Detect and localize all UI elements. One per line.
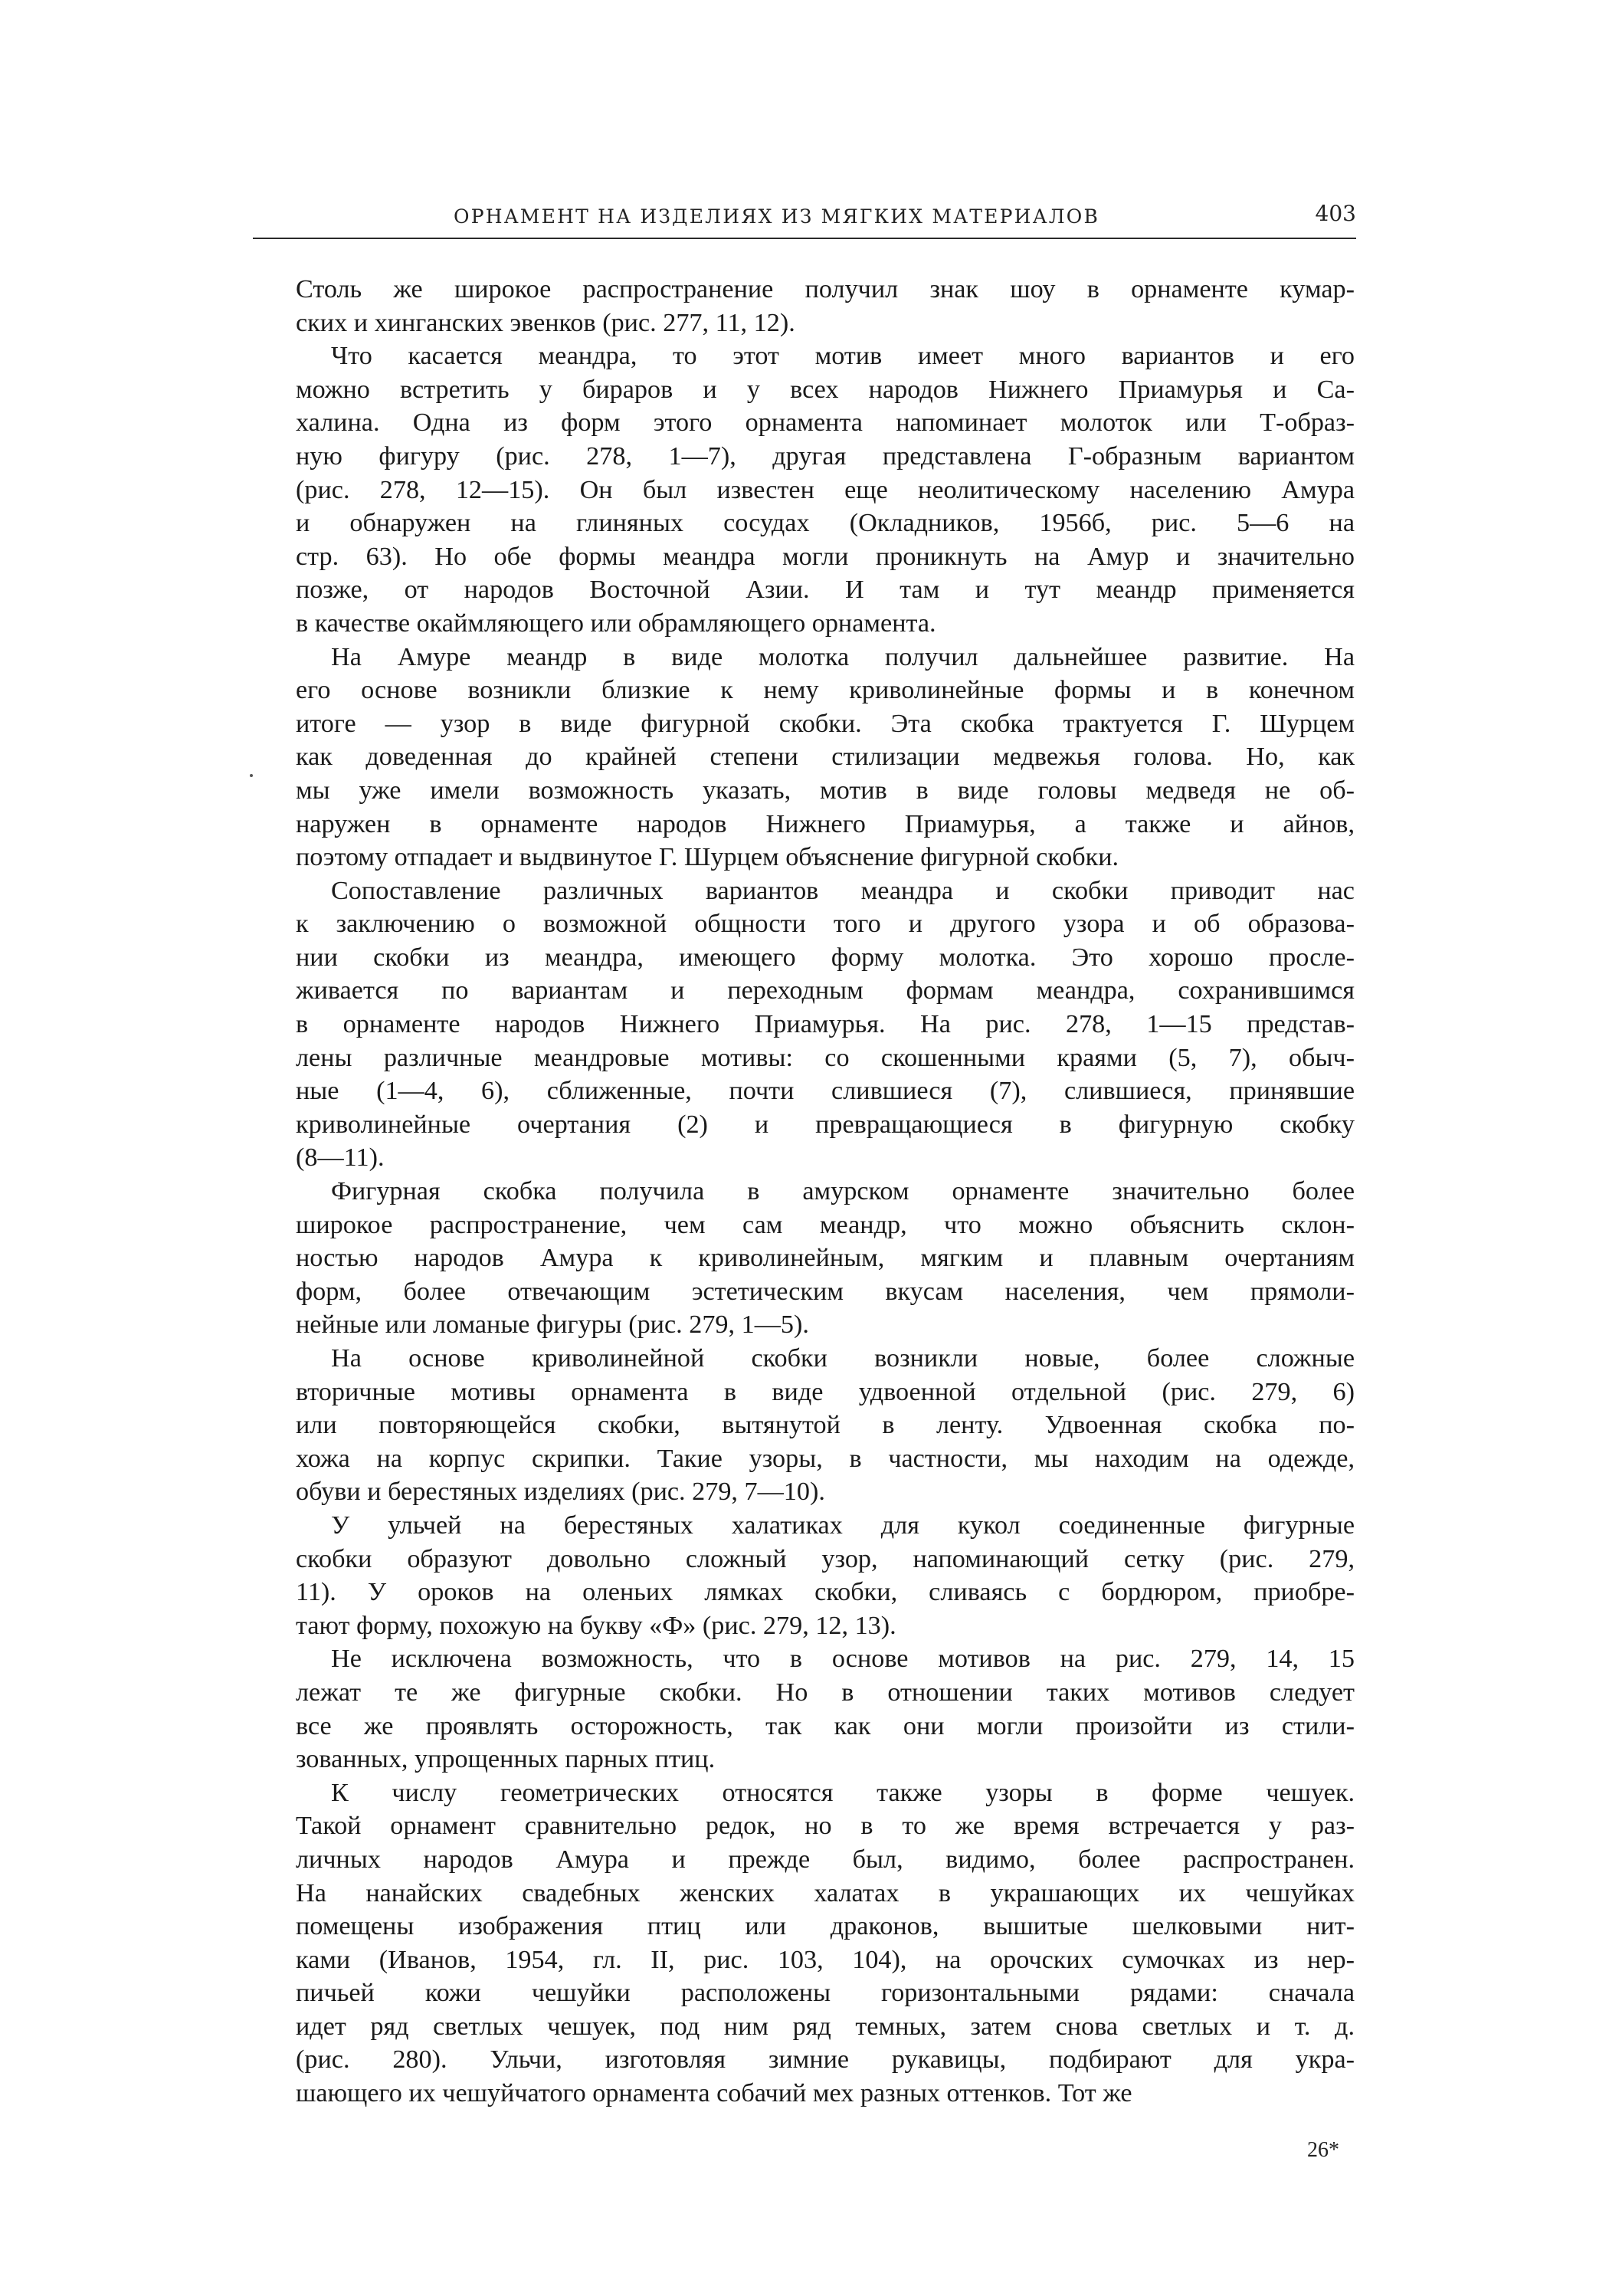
text-line: поэтому отпадает и выдвинутое Г. Шурцем объяснение фигурной скобки.	[296, 843, 1119, 872]
text-line: На нанайских свадебных женских халатах в украшающих их чешуйках	[296, 1878, 1355, 1907]
text-line: форм, более отвечающим эстетическим вкусам населения, чем прямоли-	[296, 1277, 1355, 1306]
paragraph	[296, 641, 1355, 874]
text-line: позже, от народов Восточной Азии. И там и тут меандр применяется	[296, 576, 1355, 605]
text-line: к заключению о возможной общности того и другого узора и об образова-	[296, 910, 1355, 939]
paragraph	[296, 339, 1355, 640]
text-line: ностью народов Амура к криволинейным, мягким и плавным очертаниям	[296, 1244, 1355, 1273]
text-line: наружен в орнаменте народов Нижнего Приамурья, а также и айнов,	[296, 809, 1355, 838]
text-line: лежат те же фигурные скобки. Но в отношении таких мотивов следует	[296, 1678, 1355, 1707]
text-line: итоге — узор в виде фигурной скобки. Эта скобка трактуется Г. Шурцем	[296, 709, 1355, 738]
text-line: халина. Одна из форм этого орнамента напоминает молоток или Т-образ-	[296, 408, 1355, 438]
text-line: или повторяющейся скобки, вытянутой в ленту. Удвоенная скобка по-	[296, 1411, 1355, 1440]
text-line: стр. 63). Но обе формы меандра могли проникнуть на Амур и значительно	[296, 542, 1355, 571]
text-line: Фигурная скобка получила в амурском орнаменте значительно более	[331, 1177, 1355, 1206]
text-line: нии скобки из меандра, имеющего форму молотка. Это хорошо просле-	[296, 943, 1355, 972]
text-line: как доведенная до крайней степени стилизации медвежья голова. Но, как	[296, 743, 1355, 772]
text-line: хожа на корпус скрипки. Такие узоры, в частности, мы находим на одежде,	[296, 1444, 1355, 1473]
text-line: Столь же широкое распространение получил знак шоу в орнаменте кумар-	[296, 275, 1355, 303]
paragraph	[296, 1642, 1355, 1776]
text-line: (8—11).	[296, 1143, 385, 1173]
text-line: Не исключена возможность, что в основе мотивов на рис. 279, 14, 15	[331, 1645, 1355, 1674]
paragraph	[296, 1776, 1355, 2111]
page-number: 403	[1315, 201, 1356, 226]
text-line: вторичные мотивы орнамента в виде удвоенной отдельной (рис. 279, 6)	[296, 1377, 1355, 1406]
running-head: ОРНАМЕНТ НА ИЗДЕЛИЯХ ИЗ МЯГКИХ МАТЕРИАЛОВ	[454, 205, 1100, 228]
text-line: Сопоставление различных вариантов меандра и скобки приводит нас	[331, 876, 1355, 905]
text-line: можно встретить у бираров и у всех народов Нижнего Приамурья и Са-	[296, 375, 1355, 404]
paragraph	[296, 1342, 1355, 1509]
text-line: идет ряд светлых чешуек, под ним ряд темных, затем снова светлых и т. д.	[296, 2012, 1355, 2041]
page-header	[253, 201, 1356, 241]
paragraph	[296, 874, 1355, 1175]
text-line: скобки образуют довольно сложный узор, напоминающий сетку (рис. 279,	[296, 1544, 1355, 1573]
text-line: криволинейные очертания (2) и превращающиеся в фигурную скобку	[296, 1110, 1355, 1139]
text-line: обуви и берестяных изделиях (рис. 279, 7—10).	[296, 1478, 825, 1507]
text-line: (рис. 278, 12—15). Он был известен еще неолитическому населению Амура	[296, 475, 1355, 504]
text-line: Такой орнамент сравнительно редок, но в то же время встречается у раз-	[296, 1812, 1355, 1841]
text-line: в орнаменте народов Нижнего Приамурья. На рис. 278, 1—15 представ-	[296, 1010, 1355, 1039]
header-rule	[253, 238, 1356, 239]
paragraph	[296, 1175, 1355, 1342]
body-text	[296, 273, 1355, 2111]
text-line: личных народов Амура и прежде был, видимо, более распространен.	[296, 1845, 1355, 1874]
text-line: ные (1—4, 6), сближенные, почти слившиеся (7), слившиеся, принявшие	[296, 1077, 1355, 1106]
text-line: нейные или ломаные фигуры (рис. 279, 1—5).	[296, 1310, 809, 1340]
text-line: помещены изображения птиц или драконов, вышитые шелковыми нит-	[296, 1912, 1355, 1941]
text-line: все же проявлять осторожность, так как они могли произойти из стили-	[296, 1711, 1355, 1740]
text-line: 11). У ороков на оленьих лямках скобки, сливаясь с бордюром, приобре-	[296, 1578, 1355, 1607]
paragraph	[296, 273, 1355, 339]
text-line: На основе криволинейной скобки возникли новые, более сложные	[331, 1344, 1355, 1373]
text-line: ками (Иванов, 1954, гл. II, рис. 103, 104), на орочских сумочках из нер-	[296, 1945, 1355, 1974]
text-line: и обнаружен на глиняных сосудах (Окладников, 1956б, рис. 5—6 на	[296, 509, 1355, 538]
text-line: тают форму, похожую на букву «Ф» (рис. 279, 12, 13).	[296, 1611, 896, 1640]
signature-mark: 26*	[1307, 2138, 1339, 2162]
text-line: зованных, упрощенных парных птиц.	[296, 1745, 716, 1774]
text-line: пичьей кожи чешуйки расположены горизонтальными рядами: сначала	[296, 1979, 1355, 2008]
text-line: На Амуре меандр в виде молотка получил дальнейшее развитие. На	[331, 642, 1355, 671]
text-line: У ульчей на берестяных халатиках для кукол соединенные фигурные	[331, 1510, 1355, 1540]
text-line: мы уже имели возможность указать, мотив в виде головы медведя не об-	[296, 776, 1355, 805]
text-line: широкое распространение, чем сам меандр, что можно объяснить склон-	[296, 1210, 1355, 1239]
text-line: К числу геометрических относятся также узоры в форме чешуек.	[331, 1778, 1355, 1807]
text-line: в качестве окаймляющего или обрамляющего орнамента.	[296, 608, 936, 638]
text-line: шающего их чешуйчатого орнамента собачий мех разных оттенков. Тот же	[296, 2079, 1132, 2108]
text-line: лены различные меандровые мотивы: со скошенными краями (5, 7), обыч-	[296, 1043, 1355, 1072]
text-line: ную фигуру (рис. 278, 1—7), другая представлена Г-образным вариантом	[296, 441, 1355, 471]
paragraph	[296, 1509, 1355, 1642]
text-line: ских и хинганских эвенков (рис. 277, 11, 12).	[296, 308, 795, 337]
text-line: живается по вариантам и переходным формам меандра, сохранившимся	[296, 976, 1355, 1005]
text-line: (рис. 280). Ульчи, изготовляя зимние рукавицы, подбирают для укра-	[296, 2045, 1355, 2075]
margin-speck	[250, 774, 253, 777]
text-line: Что касается меандра, то этот мотив имеет много вариантов и его	[331, 342, 1355, 371]
text-line: его основе возникли близкие к нему криволинейные формы и в конечном	[296, 676, 1355, 705]
